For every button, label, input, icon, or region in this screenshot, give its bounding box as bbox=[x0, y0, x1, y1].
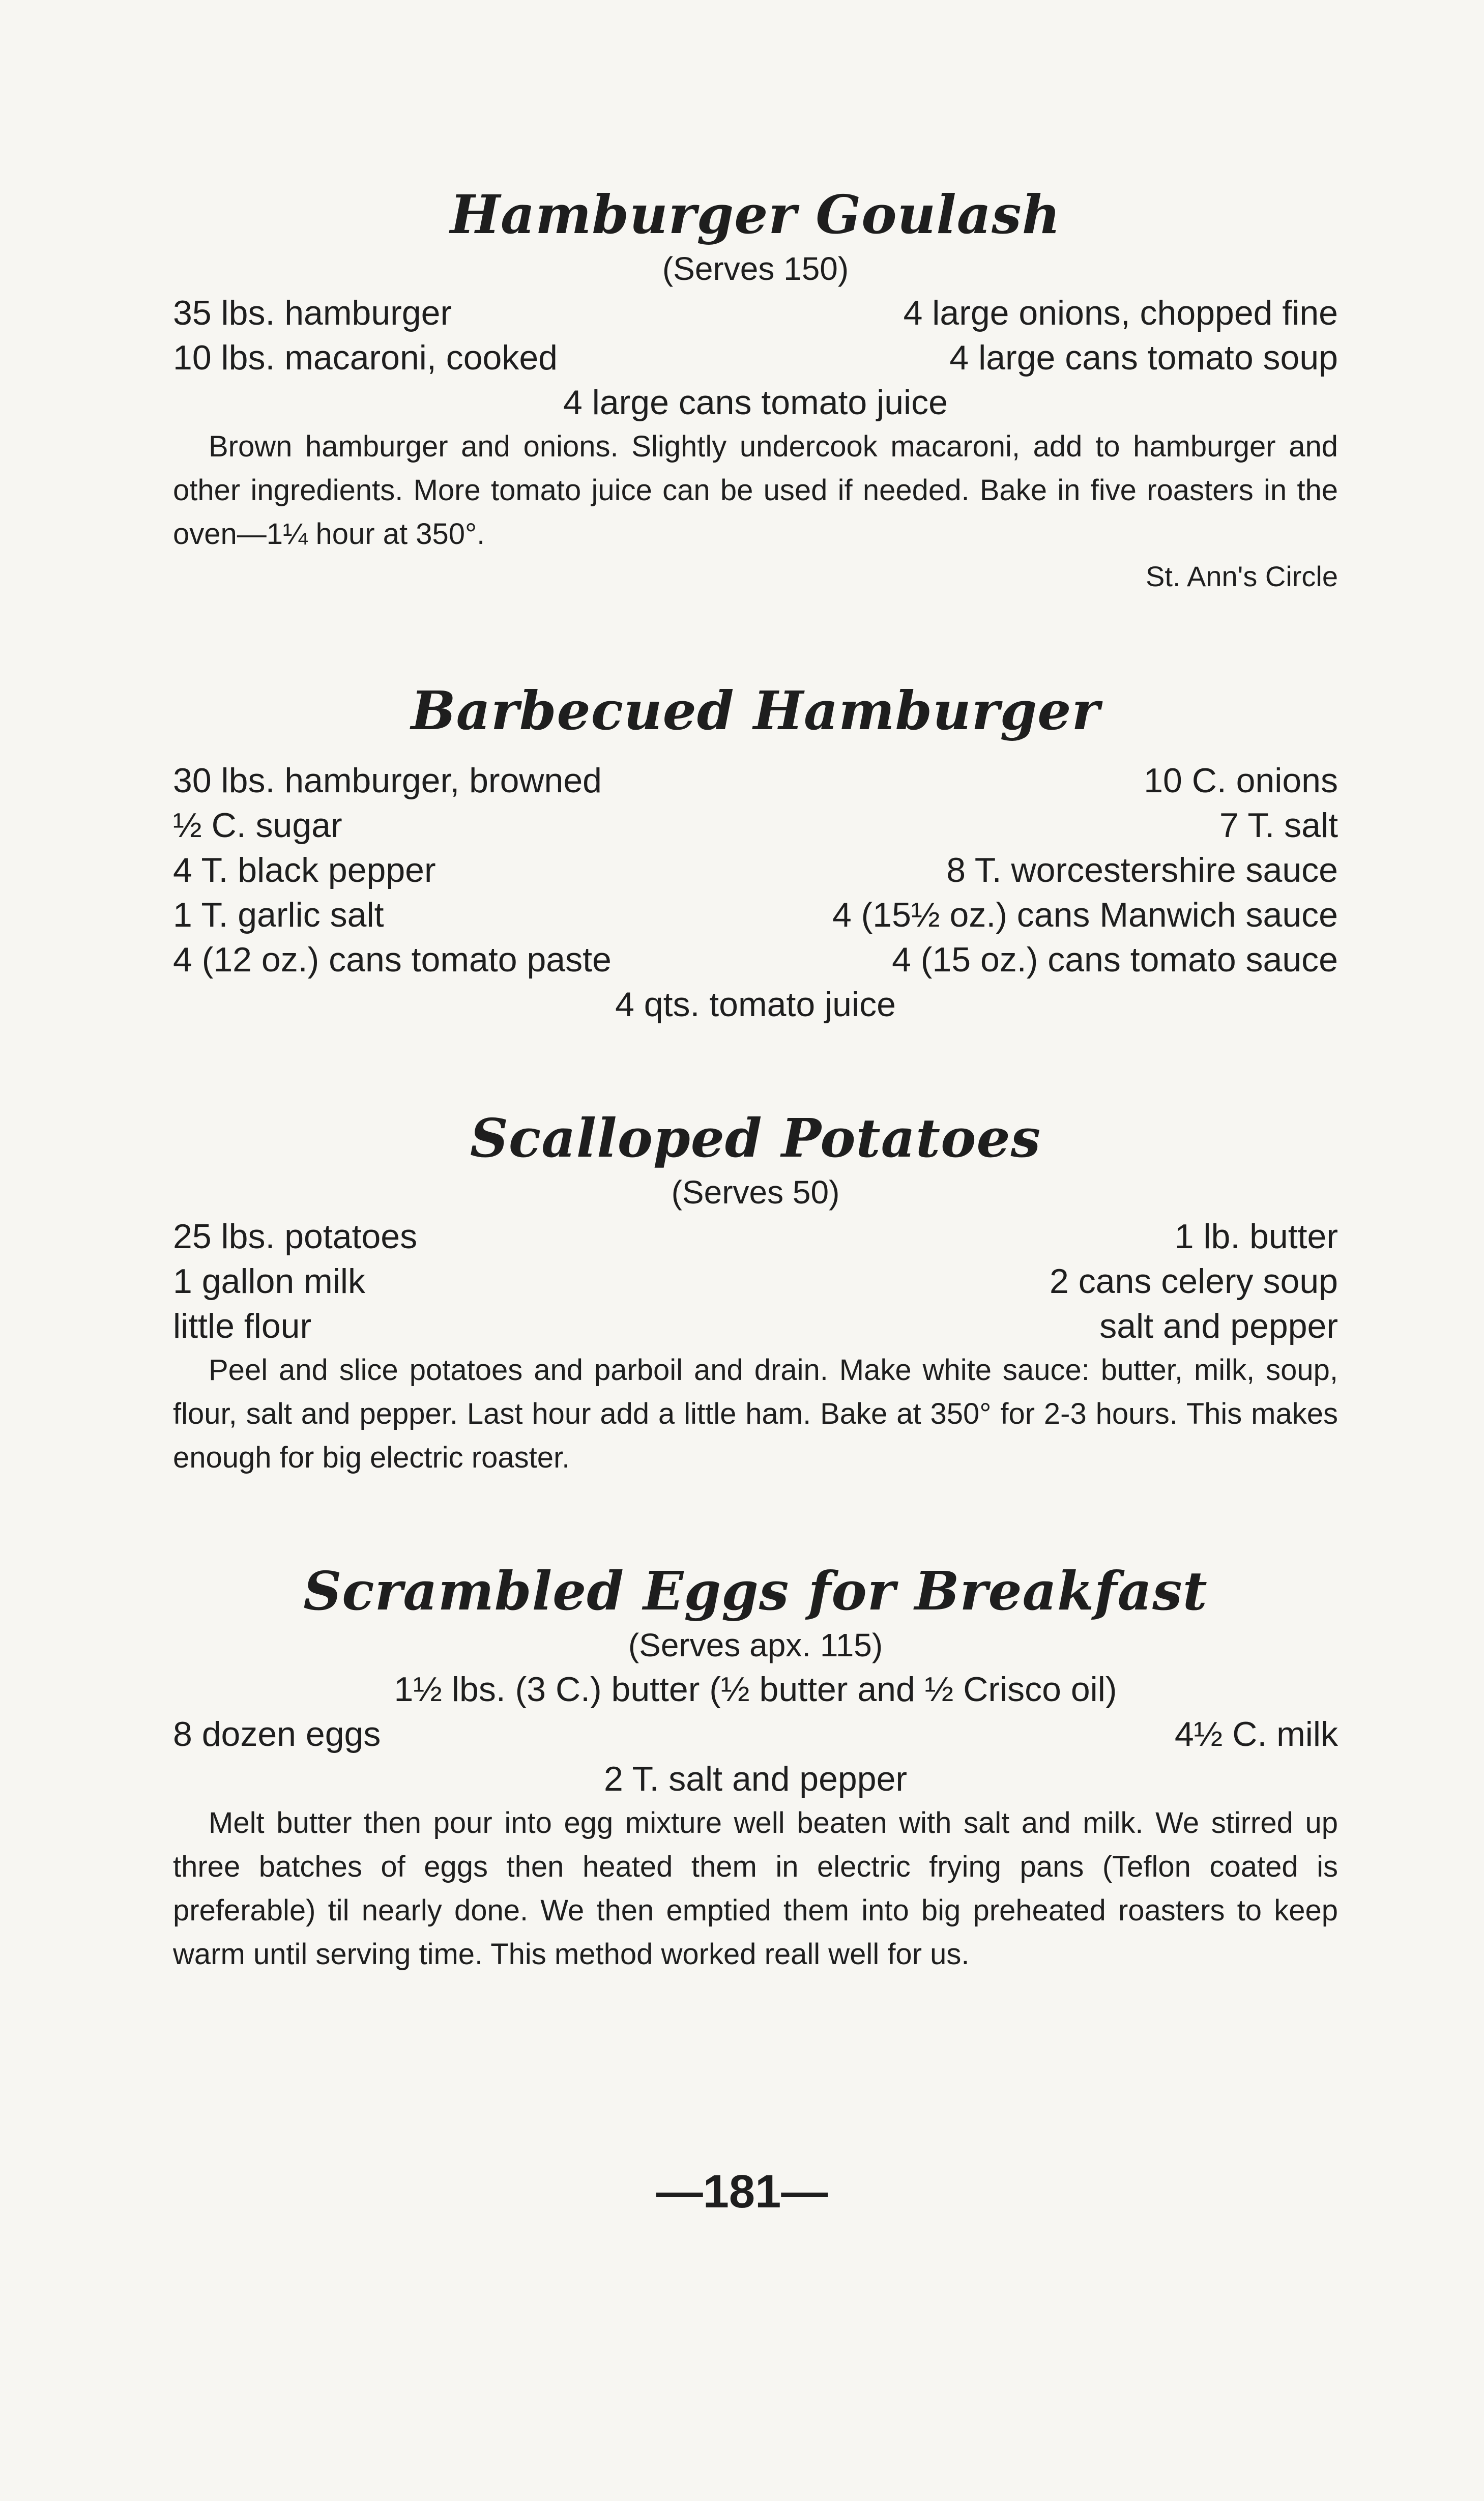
ingredient-right: 2 cans celery soup bbox=[1050, 1262, 1338, 1301]
ingredient-right: salt and pepper bbox=[1099, 1307, 1338, 1346]
ingredient-center: 4 large cans tomato juice bbox=[563, 383, 948, 422]
ingredient-right: 4 (15 oz.) cans tomato sauce bbox=[892, 940, 1338, 979]
ingredient-row bbox=[173, 1259, 1338, 1304]
ingredient-row bbox=[173, 291, 1338, 335]
recipe-title: Scrambled Eggs for Breakfast bbox=[303, 1560, 1208, 1622]
ingredient-left: little flour bbox=[173, 1307, 312, 1346]
ingredient-left: 1 T. garlic salt bbox=[173, 895, 384, 934]
ingredient-right: 10 C. onions bbox=[1144, 761, 1338, 800]
ingredient-left: 10 lbs. macaroni, cooked bbox=[173, 338, 558, 378]
ingredient-center: 2 T. salt and pepper bbox=[603, 1760, 908, 1799]
ingredient-right: 4 (15½ oz.) cans Manwich sauce bbox=[832, 895, 1338, 934]
recipe-instructions: Brown hamburger and onions. Slightly undercook macaroni, add to hamburger and other ingredients. More tomato juice can be used if needed. Bake in five roasters in the oven—1¼ hour at 350°. bbox=[173, 430, 1338, 551]
recipe-instructions: Melt butter then pour into egg mixture well beaten with salt and milk. We stirred up three batches of eggs then heated them in electric frying pans (Teflon coated is preferable) til nearly done. We then emptied them into big preheated roasters to keep warm until serving time. This method worked reall well for us. bbox=[173, 1806, 1338, 1971]
recipe-serves: (Serves apx. 115) bbox=[628, 1626, 883, 1663]
ingredient-left: 8 dozen eggs bbox=[173, 1715, 381, 1754]
ingredient-left: 4 (12 oz.) cans tomato paste bbox=[173, 940, 612, 979]
ingredient-left: 30 lbs. hamburger, browned bbox=[173, 761, 602, 800]
ingredient-right: 4 large cans tomato soup bbox=[949, 338, 1338, 378]
ingredient-row bbox=[173, 848, 1338, 893]
ingredient-row bbox=[173, 803, 1338, 848]
ingredient-row bbox=[173, 937, 1338, 982]
ingredient-row bbox=[173, 1304, 1338, 1348]
recipe-credit: St. Ann's Circle bbox=[1146, 560, 1338, 593]
page-number: —181— bbox=[656, 2166, 828, 2218]
ingredient-center: 4 qts. tomato juice bbox=[615, 985, 896, 1024]
ingredient-left: 4 T. black pepper bbox=[173, 850, 436, 889]
recipe-serves: (Serves 50) bbox=[671, 1173, 840, 1211]
ingredient-right: 4 large onions, chopped fine bbox=[903, 294, 1338, 333]
ingredient-row bbox=[173, 758, 1338, 803]
ingredient-center: 1½ lbs. (3 C.) butter (½ butter and ½ Crisco oil) bbox=[394, 1670, 1117, 1709]
ingredient-right: 1 lb. butter bbox=[1174, 1217, 1338, 1256]
ingredient-left: ½ C. sugar bbox=[173, 806, 342, 845]
ingredient-row bbox=[173, 893, 1338, 937]
recipe-title: Barbecued Hamburger bbox=[411, 679, 1100, 742]
recipe-serves: (Serves 150) bbox=[662, 250, 849, 287]
ingredient-right: 8 T. worcestershire sauce bbox=[946, 850, 1338, 889]
recipe-scalloped-potatoes bbox=[173, 1107, 1338, 1480]
recipe-instructions: Peel and slice potatoes and parboil and drain. Make white sauce: butter, milk, soup, flour, salt and pepper. Last hour add a little ham. Bake at 350° for 2-3 hours. This makes enough for big electric roaster. bbox=[173, 1354, 1338, 1475]
recipe-title: Scalloped Potatoes bbox=[470, 1107, 1041, 1169]
ingredient-row bbox=[173, 335, 1338, 380]
recipe-barbecued-hamburger bbox=[173, 679, 1338, 1027]
ingredient-right: 4½ C. milk bbox=[1174, 1715, 1338, 1754]
ingredient-right: 7 T. salt bbox=[1219, 806, 1338, 845]
ingredient-left: 25 lbs. potatoes bbox=[173, 1217, 418, 1256]
ingredient-row bbox=[173, 1214, 1338, 1259]
recipe-hamburger-goulash bbox=[173, 183, 1338, 597]
ingredient-row bbox=[173, 1712, 1338, 1757]
recipe-scrambled-eggs bbox=[173, 1560, 1338, 1976]
recipe-title: Hamburger Goulash bbox=[450, 183, 1061, 246]
ingredient-left: 1 gallon milk bbox=[173, 1262, 365, 1301]
ingredient-left: 35 lbs. hamburger bbox=[173, 294, 452, 333]
